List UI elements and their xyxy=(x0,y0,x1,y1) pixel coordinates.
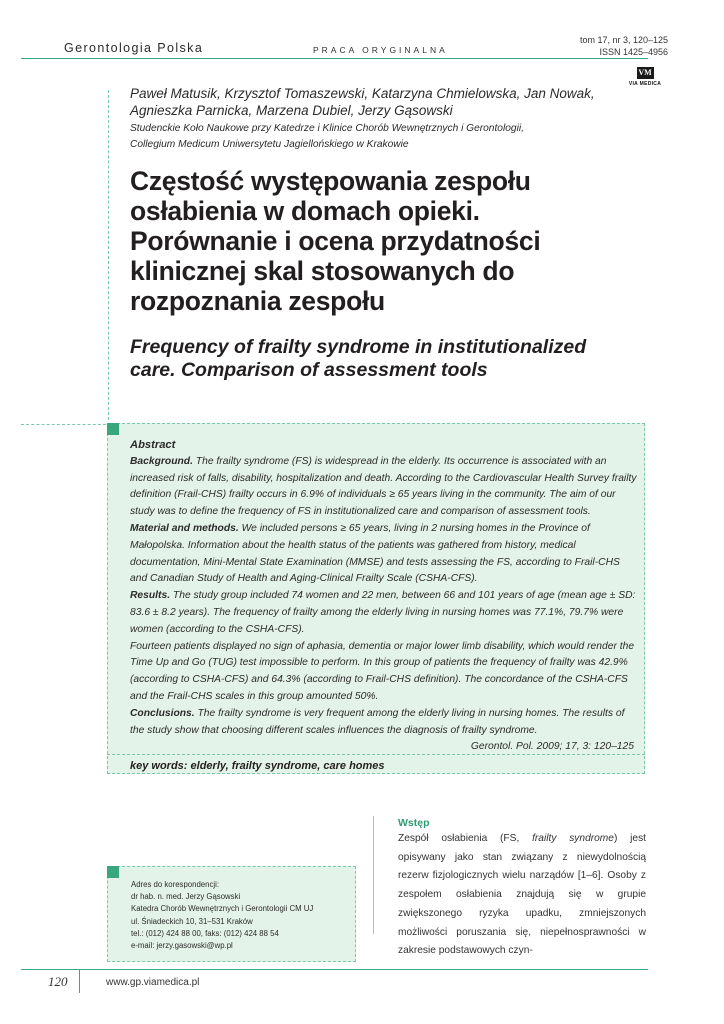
correspondence-address xyxy=(131,879,351,952)
corr-line: Katedra Chorób Wewnętrznych i Gerontologii CM UJ xyxy=(131,904,314,914)
methods-text: We included persons ≥ 65 years, living in 2 nursing homes in the Province of Małopolska. Information about the health status of the patients was gathered from history, medical documentation, Mini-Mental State Examination (MMSE) and tests assessing the FS, according to Frail-CHS and Canadian Study of Health and Aging-Clinical Frailty Scale (CSHA-CFS). xyxy=(130,522,620,585)
affiliation xyxy=(130,121,630,153)
corr-line: ul. Śniadeckich 10, 31–531 Kraków xyxy=(131,916,253,926)
green-square-marker xyxy=(107,423,119,435)
title-english: Frequency of frailty syndrome in institutionalized care. Comparison of assessment tools xyxy=(130,336,587,381)
column-divider xyxy=(373,816,374,934)
abstract-background xyxy=(130,454,638,521)
intro-heading: Wstęp xyxy=(398,817,430,829)
green-square-marker xyxy=(107,866,119,878)
abstract xyxy=(130,437,638,756)
conclusions-label: Conclusions. xyxy=(130,707,195,719)
journal-name: Gerontologia Polska xyxy=(64,41,204,55)
keywords: key words: elderly, frailty syndrome, care homes xyxy=(130,760,385,772)
header-rule xyxy=(21,58,648,59)
logo-text: VIA MEDICA xyxy=(628,81,662,87)
issue-info xyxy=(580,34,668,58)
methods-label: Material and methods. xyxy=(130,522,239,534)
abstract-results-2: Fourteen patients displayed no sign of aphasia, dementia or major lower limb disability, which would render the Time Up and Go (TUG) test impossible to perform. In this group of patients the frequency of frailty was 42.9% (according to CSHA-CFS) and 64.3% (according to Frail-CHS definition). The concordance of the CSHA-CFS and the Frail-CHS scales in this group amounted 50%. xyxy=(130,640,635,702)
dashed-rule xyxy=(21,424,106,425)
title-polish: Częstość występowania zespołu osłabienia w domach opieki. Porównanie i ocena przydatności klinicznej skal stosowanych do rozpoznania zespołu xyxy=(130,166,541,316)
page-number: 120 xyxy=(48,974,68,989)
keywords-separator xyxy=(107,754,645,755)
intro-text-italic: frailty syndrome xyxy=(532,833,614,844)
corr-email[interactable]: e-mail: jerzy.gasowski@wp.pl xyxy=(131,941,233,951)
abstract-results xyxy=(130,588,638,638)
conclusions-text: The frailty syndrome is very frequent among the elderly living in nursing homes. The results of the study show that choosing different scales influences the diagnosis of frailty syndrome. xyxy=(130,707,625,736)
vertical-dashed-rule xyxy=(108,90,109,420)
results-text: The study group included 74 women and 22 men, between 66 and 101 years of age (mean age ± SD: 83.6 ± 8.2 years). The frequency of frailty among the elderly living in nursing homes was 77.1%, 79.7% were women (according to the CSHA-CFS). xyxy=(130,590,636,635)
footer-rule xyxy=(21,969,648,970)
abstract-conclusions xyxy=(130,706,638,740)
author-list xyxy=(130,85,630,119)
issn: ISSN 1425–4956 xyxy=(599,47,668,57)
affiliation-line-2: Collegium Medicum Uniwersytetu Jagiellońskiego w Krakowie xyxy=(130,139,409,150)
results-label: Results. xyxy=(130,590,171,602)
corr-line: Adres do korespondencji: xyxy=(131,880,219,889)
authors-line-1: Paweł Matusik, Krzysztof Tomaszewski, Katarzyna Chmielowska, Jan Nowak, xyxy=(130,86,595,101)
intro-text xyxy=(398,830,646,961)
abstract-methods xyxy=(130,521,638,588)
article-type: PRACA ORYGINALNA xyxy=(313,45,448,55)
background-label: Background. xyxy=(130,455,193,467)
intro-text-b: ) jest opisywany jako stan związany z niewydolnością rezerw fizjologicznych wielu narządów [1–6]. Osoby z zespołem osłabienia znajdują się w grupie zwiększonego ryzyka upadku, zmniejszonych możliwości poruszania się, niepełnosprawności w zakresie podstawowych czyn- xyxy=(398,833,646,957)
footer-divider xyxy=(79,969,80,993)
publisher-logo xyxy=(621,62,669,87)
affiliation-line-1: Studenckie Koło Naukowe przy Katedrze i Klinice Chorób Wewnętrznych i Gerontologii, xyxy=(130,123,524,134)
corr-line: dr hab. n. med. Jerzy Gąsowski xyxy=(131,892,241,902)
background-text: The frailty syndrome (FS) is widespread in the elderly. Its occurrence is associated with an increased risk of falls, disability, hospitalization and death. According to the Cardiovascular Health Survey frailty definition (Frail-CHS) frailty occurs in 6.9% of individuals ≥ 65 years living in the community. The aim of our study was to define the frequency of FS in institutionalized care and comparison of assessment tools. xyxy=(130,455,637,518)
abstract-heading: Abstract xyxy=(130,439,176,451)
citation: Gerontol. Pol. 2009; 17, 3: 120–125 xyxy=(470,741,634,753)
intro-text-a: Zespół osłabienia (FS, xyxy=(398,833,533,844)
vm-logo-icon: VM xyxy=(638,68,652,77)
corr-line: tel.: (012) 424 88 00, faks: (012) 424 88 54 xyxy=(131,928,279,938)
authors-line-2: Agnieszka Parnicka, Marzena Dubiel, Jerzy Gąsowski xyxy=(130,103,453,118)
journal-website-link[interactable]: www.gp.viamedica.pl xyxy=(106,977,200,988)
issue-volume: tom 17, nr 3, 120–125 xyxy=(579,35,668,45)
